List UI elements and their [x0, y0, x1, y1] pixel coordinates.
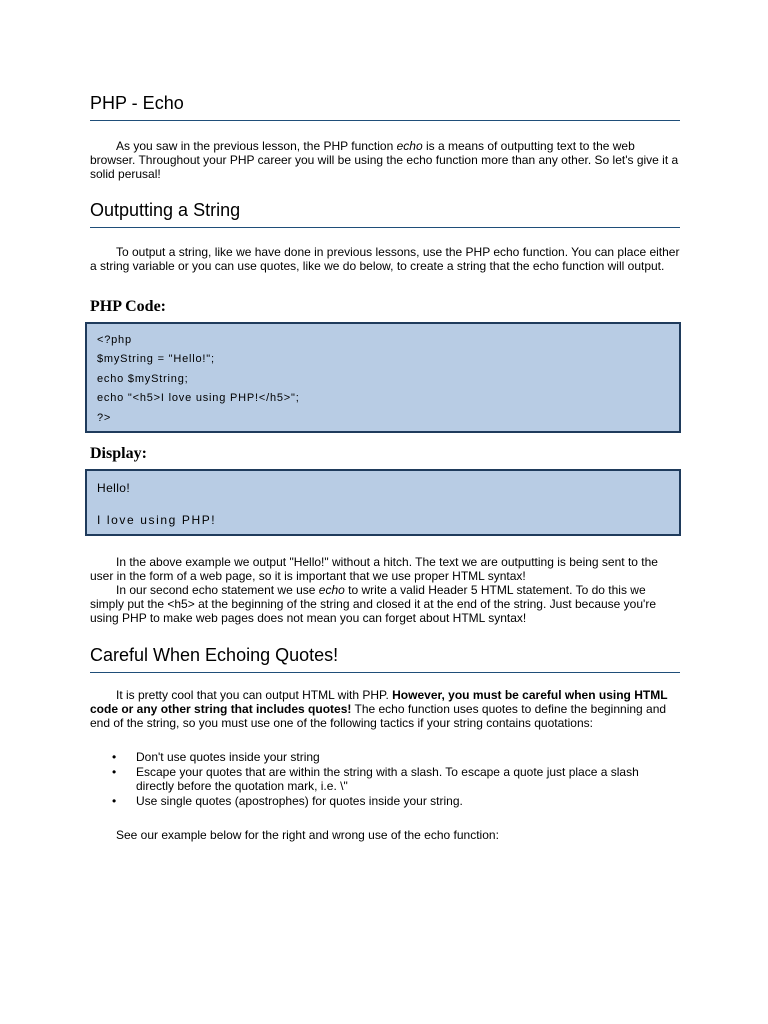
code-line: $myString = "Hello!"; — [97, 353, 215, 365]
list-item: • Don't use quotes inside your string — [112, 750, 320, 764]
code-label: PHP Code: — [90, 298, 166, 315]
tactics-list — [90, 750, 680, 809]
display-box — [85, 469, 681, 536]
code-line: ?> — [97, 412, 112, 424]
list-item: • Escape your quotes that are within the string with a slash. To escape a quote just place a slash directly before the quotation mark, i.e. \" — [112, 765, 639, 793]
bullet-icon: • — [112, 765, 117, 779]
section-title-echo: PHP - Echo — [90, 92, 680, 121]
bullet-icon: • — [112, 794, 117, 808]
explain-paragraph-2: In our second echo statement we use echo to write a valid Header 5 HTML statement. To do this we simply put the <h5> at the beginning of the string and closed it at the end of the string. Just because you're using PHP to make web pages does not mean you can forget about HTML syntax! — [90, 583, 656, 625]
code-box — [85, 322, 681, 433]
quotes-paragraph: It is pretty cool that you can output HTML with PHP. However, you must be careful when using HTML code or any other string that includes quotes! The echo function uses quotes to define the beginning and end of the string, so you must use one of the following tactics if your string contains quotations: — [90, 688, 668, 730]
explain-paragraph-1: In the above example we output "Hello!" without a hitch. The text we are outputting is being sent to the user in the form of a web page, so it is important that we use proper HTML syntax! — [90, 555, 658, 583]
code-line: echo $myString; — [97, 373, 189, 385]
code-line: echo "<h5>I love using PHP!</h5>"; — [97, 392, 300, 404]
display-label: Display: — [90, 445, 147, 462]
list-item: • Use single quotes (apostrophes) for quotes inside your string. — [112, 794, 463, 808]
section-title-outputting: Outputting a String — [90, 199, 680, 228]
bullet-icon: • — [112, 750, 117, 764]
display-line: I love using PHP! — [97, 513, 217, 527]
section-title-quotes: Careful When Echoing Quotes! — [90, 644, 680, 673]
intro-paragraph: As you saw in the previous lesson, the PHP function echo is a means of outputting text to the web browser. Throughout your PHP career you will be using the echo function more than any other. So let's give it a solid perusal! — [90, 139, 679, 181]
output-paragraph: To output a string, like we have done in previous lessons, use the PHP echo function. You can place either a string variable or you can use quotes, like we do below, to create a string that the echo function will output. — [90, 245, 680, 273]
display-line: Hello! — [97, 481, 131, 495]
closing-paragraph: See our example below for the right and wrong use of the echo function: — [116, 828, 499, 842]
code-line: <?php — [97, 334, 132, 346]
